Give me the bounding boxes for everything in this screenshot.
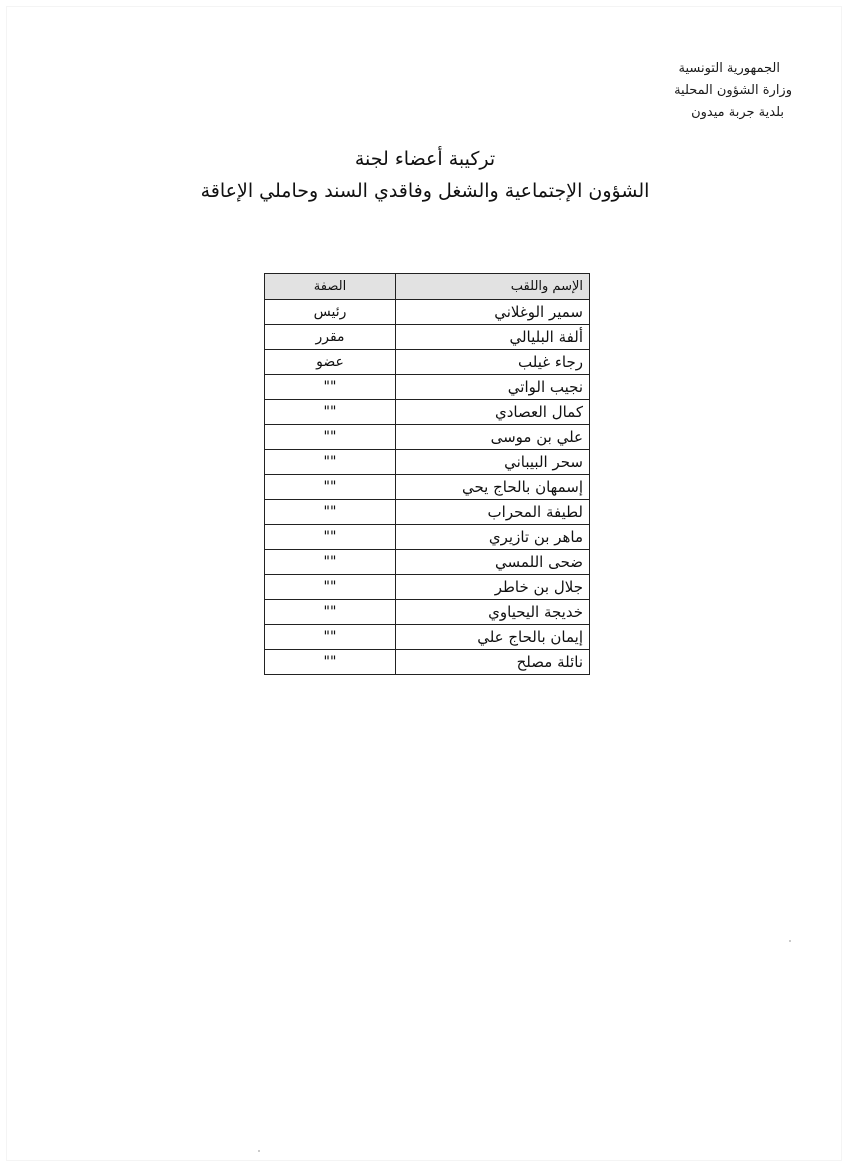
- member-name: رجاء غيلب: [396, 350, 590, 375]
- member-role: "": [265, 600, 396, 625]
- table-row: [265, 625, 590, 650]
- member-name: نائلة مصلح: [396, 650, 590, 675]
- member-name: ألفة البليالي: [396, 325, 590, 350]
- table-row: [265, 375, 590, 400]
- table-row: [265, 400, 590, 425]
- table-row: [265, 325, 590, 350]
- member-name: سمير الوغلاني: [396, 300, 590, 325]
- table-header-row: [265, 274, 590, 300]
- table-row: [265, 500, 590, 525]
- member-role: مقرر: [265, 325, 396, 350]
- member-role: "": [265, 550, 396, 575]
- header-municipality: بلدية جربة ميدون: [691, 105, 784, 120]
- member-role: عضو: [265, 350, 396, 375]
- table-row: [265, 425, 590, 450]
- member-role: "": [265, 525, 396, 550]
- member-role: رئيس: [265, 300, 396, 325]
- header-ministry: وزارة الشؤون المحلية: [674, 83, 792, 98]
- member-name: لطيفة المحراب: [396, 500, 590, 525]
- member-name: كمال العصادي: [396, 400, 590, 425]
- table-row: [265, 600, 590, 625]
- table-row: [265, 525, 590, 550]
- table-row: [265, 550, 590, 575]
- member-name: إسمهان بالحاج يحي: [396, 475, 590, 500]
- member-name: خديجة اليحياوي: [396, 600, 590, 625]
- members-table: [264, 273, 590, 675]
- member-role: "": [265, 575, 396, 600]
- scan-speck: [258, 1150, 260, 1152]
- document-header: [674, 58, 792, 124]
- member-name: ضحى اللمسي: [396, 550, 590, 575]
- member-name: جلال بن خاطر: [396, 575, 590, 600]
- table-row: [265, 575, 590, 600]
- member-name: سحر البيباني: [396, 450, 590, 475]
- scan-speck: [789, 940, 791, 942]
- member-role: "": [265, 375, 396, 400]
- member-role: "": [265, 650, 396, 675]
- table-row: [265, 350, 590, 375]
- title-line-2: الشؤون الإجتماعية والشغل وفاقدي السند وحاملي الإعاقة: [200, 180, 650, 202]
- member-role: "": [265, 475, 396, 500]
- member-name: علي بن موسى: [396, 425, 590, 450]
- member-role: "": [265, 450, 396, 475]
- member-role: "": [265, 425, 396, 450]
- table-row: [265, 450, 590, 475]
- member-role: "": [265, 400, 396, 425]
- column-header-role: الصفة: [265, 274, 396, 300]
- member-name: ماهر بن تازيري: [396, 525, 590, 550]
- member-role: "": [265, 500, 396, 525]
- column-header-name: الإسم واللقب: [396, 274, 590, 300]
- member-name: نجيب الواتي: [396, 375, 590, 400]
- table-row: [265, 650, 590, 675]
- header-republic: الجمهورية التونسية: [678, 61, 780, 76]
- member-name: إيمان بالحاج علي: [396, 625, 590, 650]
- member-role: "": [265, 625, 396, 650]
- title-line-1: تركيبة أعضاء لجنة: [354, 148, 496, 170]
- table-row: [265, 475, 590, 500]
- table-row: [265, 300, 590, 325]
